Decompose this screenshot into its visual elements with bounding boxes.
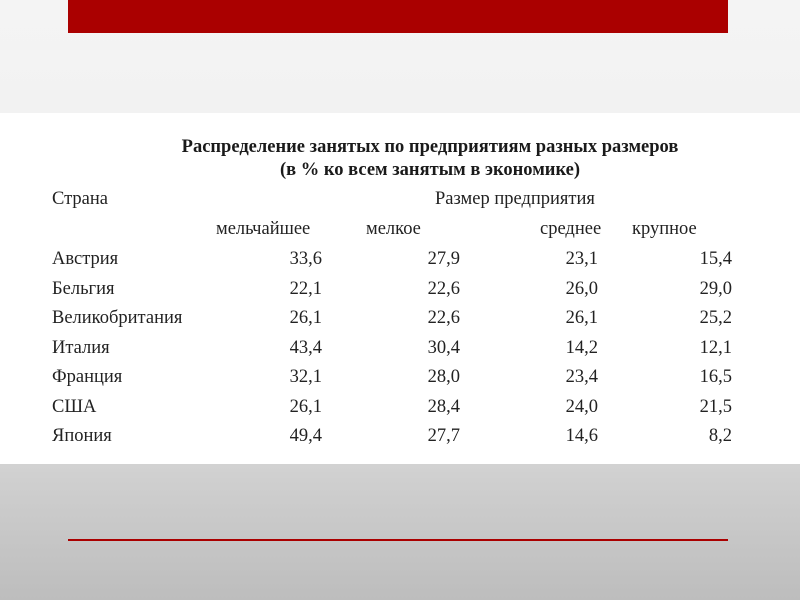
row-value: 14,2 — [565, 337, 598, 358]
table-panel — [0, 113, 800, 464]
row-value: 26,1 — [289, 308, 322, 328]
table-row — [0, 308, 800, 336]
subheader-large: крупное — [632, 219, 697, 239]
row-value: 26,1 — [289, 396, 322, 417]
row-value: 24,0 — [565, 396, 598, 417]
table-title: Распределение занятых по предприятиям разных размеров — [181, 137, 679, 157]
table-row — [0, 249, 800, 277]
table-subtitle: (в % ко всем занятым в экономике) — [279, 160, 581, 180]
subheader-small: мелкое — [366, 219, 421, 239]
header-enterprise-size: Размер предприятия — [435, 189, 595, 209]
row-value: 16,5 — [699, 367, 732, 387]
row-country: Италия — [52, 337, 110, 358]
row-country: США — [52, 396, 97, 417]
row-value: 28,0 — [427, 367, 460, 387]
row-country: Австрия — [52, 249, 119, 269]
row-value: 14,6 — [565, 426, 598, 446]
row-value: 21,5 — [699, 396, 732, 417]
row-value: 33,6 — [289, 249, 322, 269]
table-row — [0, 338, 800, 366]
row-value: 32,1 — [289, 367, 322, 387]
row-country: Бельгия — [52, 278, 115, 299]
row-value: 29,0 — [699, 278, 732, 299]
row-value: 15,4 — [699, 249, 732, 269]
row-value: 28,4 — [427, 396, 460, 417]
row-value: 22,6 — [427, 278, 460, 299]
top-accent-bar — [68, 0, 728, 33]
row-value: 12,1 — [699, 337, 732, 358]
row-value: 23,1 — [565, 249, 598, 269]
row-value: 25,2 — [699, 308, 732, 328]
header-country: Страна — [52, 189, 108, 209]
row-value: 22,1 — [289, 278, 322, 299]
row-value: 27,9 — [427, 249, 460, 269]
row-value: 49,4 — [289, 426, 322, 446]
row-country: Франция — [52, 367, 123, 387]
table-row — [0, 367, 800, 395]
table-row — [0, 426, 800, 454]
row-country: Великобритания — [52, 308, 183, 328]
table-row — [0, 397, 800, 425]
row-value: 22,6 — [427, 308, 460, 328]
table-row — [0, 279, 800, 307]
row-value: 43,4 — [289, 337, 322, 358]
subheader-micro: мельчайшее — [216, 219, 311, 239]
row-value: 27,7 — [427, 426, 460, 446]
row-value: 30,4 — [427, 337, 460, 358]
subheader-medium: среднее — [540, 219, 602, 239]
bottom-accent-rule — [68, 539, 728, 541]
row-value: 26,0 — [565, 278, 598, 299]
row-value: 8,2 — [708, 426, 732, 446]
row-country: Япония — [52, 426, 112, 446]
row-value: 26,1 — [565, 308, 598, 328]
row-value: 23,4 — [565, 367, 598, 387]
